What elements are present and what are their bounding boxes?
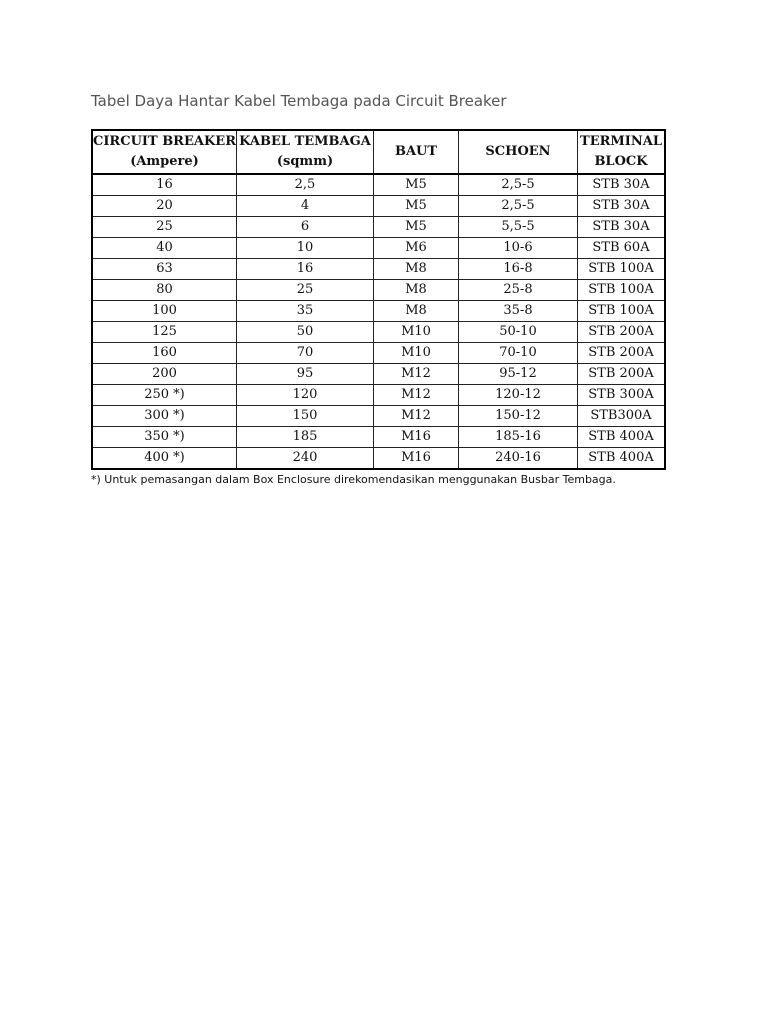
cell-circuit-breaker: 200 <box>92 364 237 385</box>
table-header-row <box>92 130 665 174</box>
cell-terminal-block: STB 200A <box>578 364 666 385</box>
cell-baut: M8 <box>374 259 459 280</box>
cell-terminal-block: STB 400A <box>578 448 666 470</box>
cell-terminal-block: STB 30A <box>578 196 666 217</box>
cell-baut: M12 <box>374 406 459 427</box>
cell-baut: M16 <box>374 427 459 448</box>
cell-terminal-block: STB 100A <box>578 259 666 280</box>
cell-terminal-block: STB 400A <box>578 427 666 448</box>
cell-baut: M10 <box>374 322 459 343</box>
cell-schoen: 120-12 <box>459 385 578 406</box>
table-row <box>92 343 665 364</box>
cell-schoen: 50-10 <box>459 322 578 343</box>
cell-circuit-breaker: 400 *) <box>92 448 237 470</box>
cell-baut: M6 <box>374 238 459 259</box>
table-row <box>92 217 665 238</box>
table-row <box>92 406 665 427</box>
cell-kabel-tembaga: 10 <box>237 238 374 259</box>
cell-kabel-tembaga: 95 <box>237 364 374 385</box>
cell-schoen: 2,5-5 <box>459 196 578 217</box>
cell-kabel-tembaga: 50 <box>237 322 374 343</box>
table-row <box>92 259 665 280</box>
cell-circuit-breaker: 300 *) <box>92 406 237 427</box>
cell-kabel-tembaga: 185 <box>237 427 374 448</box>
footnote: *) Untuk pemasangan dalam Box Enclosure direkomendasikan menggunakan Busbar Tembaga. <box>91 473 616 486</box>
cell-kabel-tembaga: 16 <box>237 259 374 280</box>
cell-circuit-breaker: 80 <box>92 280 237 301</box>
cell-baut: M8 <box>374 280 459 301</box>
cell-baut: M8 <box>374 301 459 322</box>
header-kabel-tembaga <box>237 130 374 174</box>
table-row <box>92 364 665 385</box>
cell-schoen: 95-12 <box>459 364 578 385</box>
cell-schoen: 150-12 <box>459 406 578 427</box>
table-body <box>92 174 665 469</box>
cell-circuit-breaker: 250 *) <box>92 385 237 406</box>
cell-terminal-block: STB 100A <box>578 280 666 301</box>
cell-circuit-breaker: 40 <box>92 238 237 259</box>
header-terminal-block <box>578 130 666 174</box>
cell-schoen: 2,5-5 <box>459 174 578 196</box>
cable-table <box>91 129 666 470</box>
table-row <box>92 196 665 217</box>
cell-kabel-tembaga: 25 <box>237 280 374 301</box>
cell-schoen: 240-16 <box>459 448 578 470</box>
table-row <box>92 301 665 322</box>
header-baut <box>374 130 459 174</box>
header-circuit-breaker <box>92 130 237 174</box>
cell-circuit-breaker: 25 <box>92 217 237 238</box>
cell-schoen: 35-8 <box>459 301 578 322</box>
cell-baut: M16 <box>374 448 459 470</box>
cell-schoen: 185-16 <box>459 427 578 448</box>
cell-terminal-block: STB 200A <box>578 322 666 343</box>
header-schoen <box>459 130 578 174</box>
cell-circuit-breaker: 20 <box>92 196 237 217</box>
table-row <box>92 385 665 406</box>
cell-baut: M12 <box>374 385 459 406</box>
header-line: BAUT <box>394 144 438 159</box>
cell-schoen: 5,5-5 <box>459 217 578 238</box>
cell-baut: M5 <box>374 196 459 217</box>
header-line: TERMINAL <box>580 134 662 149</box>
header-line: CIRCUIT BREAKER <box>93 134 236 149</box>
cell-kabel-tembaga: 4 <box>237 196 374 217</box>
cell-baut: M10 <box>374 343 459 364</box>
cell-schoen: 16-8 <box>459 259 578 280</box>
cell-terminal-block: STB 300A <box>578 385 666 406</box>
header-line: (sqmm) <box>276 154 334 169</box>
cell-schoen: 70-10 <box>459 343 578 364</box>
table-row <box>92 322 665 343</box>
cell-terminal-block: STB 30A <box>578 174 666 196</box>
table-row <box>92 427 665 448</box>
cell-baut: M12 <box>374 364 459 385</box>
table-row <box>92 448 665 470</box>
cell-schoen: 25-8 <box>459 280 578 301</box>
cell-circuit-breaker: 160 <box>92 343 237 364</box>
cell-kabel-tembaga: 240 <box>237 448 374 470</box>
table-row <box>92 174 665 196</box>
cell-terminal-block: STB 200A <box>578 343 666 364</box>
page-title: Tabel Daya Hantar Kabel Tembaga pada Circuit Breaker <box>91 92 507 110</box>
header-line: KABEL TEMBAGA <box>239 134 371 149</box>
cell-circuit-breaker: 16 <box>92 174 237 196</box>
cell-kabel-tembaga: 120 <box>237 385 374 406</box>
table-row <box>92 238 665 259</box>
cell-schoen: 10-6 <box>459 238 578 259</box>
table-row <box>92 280 665 301</box>
cell-terminal-block: STB 60A <box>578 238 666 259</box>
cell-terminal-block: STB300A <box>578 406 666 427</box>
cell-circuit-breaker: 350 *) <box>92 427 237 448</box>
cell-terminal-block: STB 30A <box>578 217 666 238</box>
header-line: SCHOEN <box>485 144 551 159</box>
cell-kabel-tembaga: 150 <box>237 406 374 427</box>
header-line: (Ampere) <box>130 154 199 169</box>
header-line: BLOCK <box>594 154 648 169</box>
cell-circuit-breaker: 63 <box>92 259 237 280</box>
cell-kabel-tembaga: 35 <box>237 301 374 322</box>
cell-circuit-breaker: 125 <box>92 322 237 343</box>
cell-kabel-tembaga: 6 <box>237 217 374 238</box>
cell-kabel-tembaga: 2,5 <box>237 174 374 196</box>
cell-circuit-breaker: 100 <box>92 301 237 322</box>
cell-kabel-tembaga: 70 <box>237 343 374 364</box>
cell-baut: M5 <box>374 217 459 238</box>
cell-terminal-block: STB 100A <box>578 301 666 322</box>
cell-baut: M5 <box>374 174 459 196</box>
